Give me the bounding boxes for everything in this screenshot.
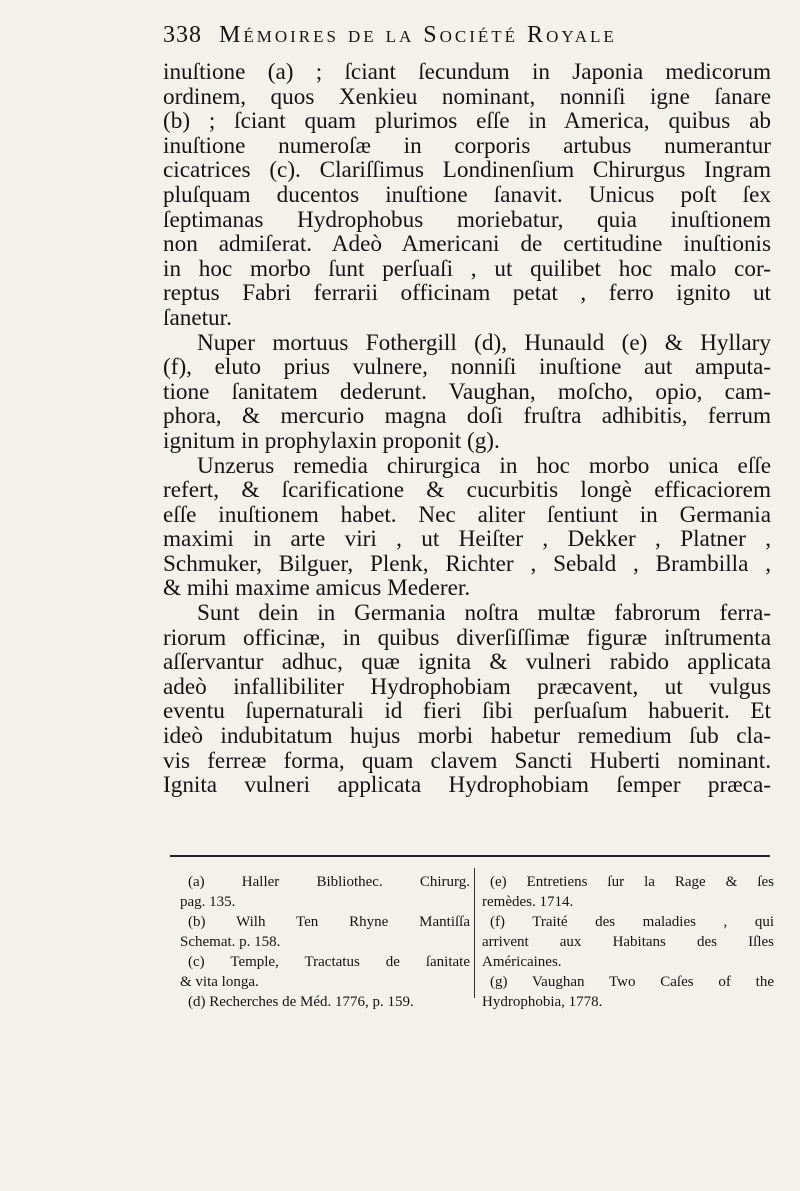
- text-line: refert, & ſcarificatione & cucurbitis longè efficaciorem: [163, 477, 771, 504]
- running-title: Mémoires de la Société Royale: [219, 22, 617, 48]
- footnote-line: Schemat. p. 158.: [180, 934, 281, 950]
- footnote-line: Hydrophobia, 1778.: [482, 994, 603, 1010]
- footnote-line: (e) Entretiens ſur la Rage & ſes: [490, 874, 774, 890]
- text-line: (f), eluto prius vulnere, nonniſi inuſtione aut amputa-: [163, 354, 771, 381]
- text-line: reptus Fabri ferrarii officinam petat , ferro ignito ut: [163, 280, 771, 307]
- footnote-line: (c) Temple, Tractatus de ſanitate: [188, 954, 470, 970]
- text-line: aſſervantur adhuc, quæ ignita & vulneri rabido applicata: [163, 649, 771, 676]
- page-number: 338: [163, 22, 202, 48]
- text-line: Nuper mortuus Fothergill (d), Hunauld (e) & Hyllary: [197, 329, 771, 356]
- text-line: ſeptimanas Hydrophobus moriebatur, quia inuſtionem: [163, 206, 771, 233]
- text-line: in hoc morbo ſunt perſuaſi , ut quilibet hoc malo cor-: [163, 255, 771, 282]
- footnotes-right-column: [482, 872, 774, 1012]
- text-line: (b) ; ſciant quam plurimos eſſe in America, quibus ab: [163, 108, 771, 135]
- text-line: adeò infallibiliter Hydrophobiam præcavent, ut vulgus: [163, 673, 771, 700]
- text-line: tione ſanitatem dederunt. Vaughan, moſcho, opio, cam-: [163, 378, 771, 405]
- text-line: Schmuker, Bilguer, Plenk, Richter , Sebald , Brambilla ,: [163, 550, 771, 577]
- text-line: eventu ſupernaturali id fieri ſibi perſuaſum habuerit. Et: [163, 698, 771, 725]
- text-line: maximi in arte viri , ut Heiſter , Dekker , Platner ,: [163, 526, 771, 553]
- text-line: Sunt dein in Germania noſtra multæ fabrorum ferra-: [197, 600, 771, 627]
- text-line: ordinem, quos Xenkieu nominant, nonniſi igne ſanare: [163, 83, 771, 110]
- text-line: pluſquam ducentos inuſtione ſanavit. Unicus poſt ſex: [163, 181, 771, 208]
- text-line: Unzerus remedia chirurgica in hoc morbo unica eſſe: [197, 452, 771, 479]
- footnote-line: (d) Recherches de Méd. 1776, p. 159.: [188, 994, 414, 1010]
- text-line: ideò indubitatum hujus morbi habetur remedium ſub cla-: [163, 723, 771, 750]
- footnote-line: Américaines.: [482, 954, 562, 970]
- footnote-separator: [170, 855, 770, 857]
- footnote-line: & vita longa.: [180, 974, 259, 990]
- footnote-line: arrivent aux Habitans des Iſles: [482, 934, 774, 950]
- footnote-line: (f) Traité des maladies , qui: [490, 914, 774, 930]
- footnote-line: (b) Wilh Ten Rhyne Mantiſſa: [188, 914, 470, 930]
- text-line: cicatrices (c). Clariſſimus Londinenſium Chirurgus Ingram: [163, 157, 771, 184]
- main-text: [163, 60, 771, 798]
- footnotes-left-column: [180, 872, 470, 1012]
- text-line: ſanetur.: [163, 304, 232, 331]
- text-line: & mihi maxime amicus Mederer.: [163, 575, 471, 602]
- footnote-line: (g) Vaughan Two Caſes of the: [490, 974, 774, 990]
- text-line: Ignita vulneri applicata Hydrophobiam ſemper præca-: [163, 772, 771, 799]
- text-line: inuſtione numeroſæ in corporis artubus numerantur: [163, 132, 771, 159]
- footnote-column-divider: [474, 868, 475, 998]
- footnote-line: (a) Haller Bibliothec. Chirurg.: [188, 874, 470, 890]
- text-line: phora, & mercurio magna doſi fruſtra adhibitis, ferrum: [163, 403, 771, 430]
- text-line: vis ferreæ forma, quam clavem Sancti Huberti nominant.: [163, 747, 771, 774]
- text-line: eſſe inuſtionem habet. Nec aliter ſentiunt in Germania: [163, 501, 771, 528]
- footnote-line: remèdes. 1714.: [482, 894, 574, 910]
- text-line: ignitum in prophylaxin proponit (g).: [163, 427, 500, 454]
- footnote-line: pag. 135.: [180, 894, 236, 910]
- text-line: riorum officinæ, in quibus diverſiſſimæ figuræ inſtrumenta: [163, 624, 771, 651]
- text-line: non admiſerat. Adeò Americani de certitudine inuſtionis: [163, 231, 771, 258]
- page-header: [163, 22, 723, 49]
- text-line: inuſtione (a) ; ſciant ſecundum in Japonia medicorum: [163, 59, 771, 85]
